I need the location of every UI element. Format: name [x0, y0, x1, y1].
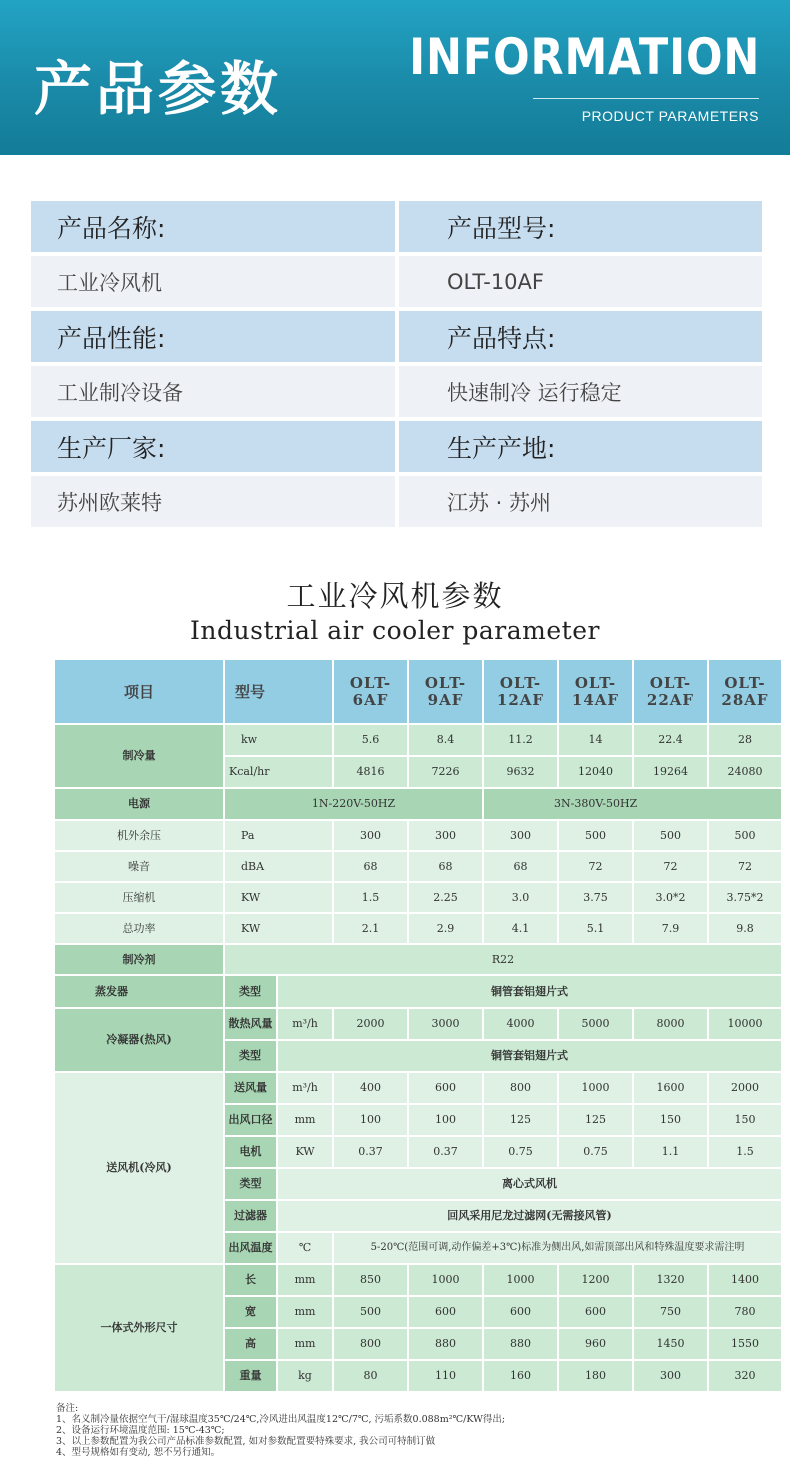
sub-label: 宽	[224, 1296, 277, 1328]
sub-label: 出风口径	[224, 1104, 277, 1136]
value-cell: 8000	[633, 1008, 708, 1040]
row-label-evaporator: 蒸发器	[54, 975, 224, 1008]
table-row	[54, 913, 782, 944]
header-en-title: INFORMATION	[408, 28, 760, 86]
table-row	[54, 944, 782, 975]
value-cell: 68	[483, 851, 558, 882]
info-label-origin: 生产产地:	[399, 421, 762, 472]
value-cell: 1320	[633, 1264, 708, 1296]
row-label-dimensions: 一体式外形尺寸	[54, 1264, 224, 1392]
header-model-6af	[333, 659, 408, 724]
sub-label: 过滤器	[224, 1200, 277, 1232]
sub-label: 电机	[224, 1136, 277, 1168]
value-cell: 19264	[633, 756, 708, 788]
unit-cell: ℃	[277, 1232, 333, 1264]
value-cell: 2.9	[408, 913, 483, 944]
value-cell: 9.8	[708, 913, 782, 944]
row-label-compressor: 压缩机	[54, 882, 224, 913]
unit-cell: mm	[277, 1328, 333, 1360]
value-cell: 2000	[708, 1072, 782, 1104]
value-cell: 500	[333, 1296, 408, 1328]
value-cell: 500	[708, 820, 782, 851]
value-cell: 9632	[483, 756, 558, 788]
unit-cell: Kcal/hr	[224, 756, 333, 788]
value-cell: 8.4	[408, 724, 483, 756]
row-label-power: 电源	[54, 788, 224, 820]
value-cell: 125	[558, 1104, 633, 1136]
value-cell: 0.37	[333, 1136, 408, 1168]
value-cell: 5.6	[333, 724, 408, 756]
value-cell: 24080	[708, 756, 782, 788]
unit-cell: m³/h	[277, 1008, 333, 1040]
value-cell: 5.1	[558, 913, 633, 944]
model-label: OLT- 12AF	[496, 674, 545, 709]
value-cell: R22	[224, 944, 782, 975]
value-cell: 600	[408, 1296, 483, 1328]
value-cell: 4.1	[483, 913, 558, 944]
value-cell: 离心式风机	[277, 1168, 782, 1200]
info-label-name: 产品名称:	[31, 201, 395, 252]
value-cell: 180	[558, 1360, 633, 1392]
value-cell: 3.0*2	[633, 882, 708, 913]
value-cell: 1450	[633, 1328, 708, 1360]
value-cell: 铜管套铝翅片式	[277, 975, 782, 1008]
info-value-name: 工业冷风机	[31, 256, 395, 307]
value-cell: 150	[708, 1104, 782, 1136]
row-label-noise: 噪音	[54, 851, 224, 882]
sub-label: 长	[224, 1264, 277, 1296]
value-cell: 1400	[708, 1264, 782, 1296]
note-line: 1、名义制冷量依据空气干/湿球温度35℃/24℃,冷风进出风温度12℃/7℃, 污垢系数0.088m²℃/KW得出;	[56, 1414, 506, 1425]
note-line: 3、以上参数配置为我公司产品标准参数配置, 如对参数配置要特殊要求, 我公司可特制订做	[56, 1436, 436, 1447]
value-cell: 0.75	[558, 1136, 633, 1168]
value-cell: 22.4	[633, 724, 708, 756]
value-cell: 28	[708, 724, 782, 756]
value-cell: 72	[558, 851, 633, 882]
value-cell: 4000	[483, 1008, 558, 1040]
value-cell: 7226	[408, 756, 483, 788]
value-cell: 2000	[333, 1008, 408, 1040]
unit-cell: mm	[277, 1104, 333, 1136]
value-cell: 72	[708, 851, 782, 882]
value-cell: 3.0	[483, 882, 558, 913]
value-cell: 0.37	[408, 1136, 483, 1168]
value-cell: 600	[483, 1296, 558, 1328]
value-cell: 320	[708, 1360, 782, 1392]
info-value-model: OLT-10AF	[399, 256, 762, 307]
value-cell: 800	[333, 1328, 408, 1360]
value-cell: 300	[483, 820, 558, 851]
unit-cell: kg	[277, 1360, 333, 1392]
value-cell: 4816	[333, 756, 408, 788]
value-cell: 780	[708, 1296, 782, 1328]
value-cell: 回风采用尼龙过滤网(无需接风管)	[277, 1200, 782, 1232]
unit-cell: kw	[224, 724, 333, 756]
unit-cell: mm	[277, 1296, 333, 1328]
value-cell: 5-20℃(范围可调,动作偏差+3℃)标准为侧出风,如需顶部出风和特殊温度要求需注明	[333, 1232, 782, 1264]
value-cell: 150	[633, 1104, 708, 1136]
value-cell: 铜管套铝翅片式	[277, 1040, 782, 1072]
value-cell: 125	[483, 1104, 558, 1136]
unit-cell: mm	[277, 1264, 333, 1296]
row-label-total-power: 总功率	[54, 913, 224, 944]
value-cell: 1600	[633, 1072, 708, 1104]
info-value-features: 快速制冷 运行稳定	[399, 366, 762, 417]
table-row	[54, 1072, 782, 1104]
header-model: 型号	[224, 659, 333, 724]
header-model-12af	[483, 659, 558, 724]
row-label-condenser: 冷凝器(热风)	[54, 1008, 224, 1072]
footnotes	[56, 1403, 756, 1458]
value-cell: 960	[558, 1328, 633, 1360]
table-row	[54, 820, 782, 851]
unit-cell: KW	[224, 913, 333, 944]
note-line: 备注:	[56, 1403, 79, 1414]
value-cell: 1200	[558, 1264, 633, 1296]
info-label-features: 产品特点:	[399, 311, 762, 362]
product-info-grid	[31, 201, 762, 527]
value-cell: 7.9	[633, 913, 708, 944]
row-label-refrigerant: 制冷剂	[54, 944, 224, 975]
value-cell: 72	[633, 851, 708, 882]
value-cell: 880	[408, 1328, 483, 1360]
unit-cell: m³/h	[277, 1072, 333, 1104]
table-row	[54, 724, 782, 756]
value-cell: 11.2	[483, 724, 558, 756]
sub-label: 散热风量	[224, 1008, 277, 1040]
section-title: 工业冷风机参数	[286, 579, 504, 613]
table-row	[54, 1264, 782, 1296]
value-cell: 3.75	[558, 882, 633, 913]
value-cell: 300	[408, 820, 483, 851]
value-cell: 850	[333, 1264, 408, 1296]
sub-label: 类型	[224, 975, 277, 1008]
row-label-pressure: 机外余压	[54, 820, 224, 851]
unit-cell: KW	[277, 1136, 333, 1168]
sub-label: 重量	[224, 1360, 277, 1392]
value-cell: 2.25	[408, 882, 483, 913]
info-label-model: 产品型号:	[399, 201, 762, 252]
value-cell: 1550	[708, 1328, 782, 1360]
value-cell: 400	[333, 1072, 408, 1104]
table-row	[54, 882, 782, 913]
info-label-performance: 产品性能:	[31, 311, 395, 362]
header-model-22af	[633, 659, 708, 724]
row-label-fan: 送风机(冷风)	[54, 1072, 224, 1264]
value-cell: 600	[558, 1296, 633, 1328]
model-label: OLT- 6AF	[349, 674, 392, 709]
value-cell: 100	[333, 1104, 408, 1136]
sub-label: 类型	[224, 1040, 277, 1072]
note-line: 2、设备运行环境温度范围: 15℃-43℃;	[56, 1425, 225, 1436]
header-divider	[533, 98, 759, 99]
table-row	[54, 788, 782, 820]
value-cell: 68	[333, 851, 408, 882]
value-cell: 14	[558, 724, 633, 756]
value-cell: 0.75	[483, 1136, 558, 1168]
sub-label: 类型	[224, 1168, 277, 1200]
unit-cell: Pa	[224, 820, 333, 851]
header-cn-title: 产品参数	[34, 55, 283, 123]
value-cell: 500	[633, 820, 708, 851]
value-cell: 3.75*2	[708, 882, 782, 913]
info-label-manufacturer: 生产厂家:	[31, 421, 395, 472]
value-cell: 750	[633, 1296, 708, 1328]
value-cell: 100	[408, 1104, 483, 1136]
value-cell: 800	[483, 1072, 558, 1104]
header-model-28af	[708, 659, 782, 724]
header-item: 项目	[54, 659, 224, 724]
note-line: 4、型号规格如有变动, 恕不另行通知。	[56, 1447, 221, 1458]
value-cell: 80	[333, 1360, 408, 1392]
table-header-row	[54, 659, 782, 724]
value-cell: 600	[408, 1072, 483, 1104]
value-cell: 1.1	[633, 1136, 708, 1168]
model-label: OLT- 9AF	[424, 674, 467, 709]
unit-cell: KW	[224, 882, 333, 913]
value-cell: 1000	[558, 1072, 633, 1104]
value-cell: 110	[408, 1360, 483, 1392]
section-subtitle: Industrial air cooler parameter	[190, 616, 600, 645]
row-label-cooling: 制冷量	[54, 724, 224, 788]
table-row	[54, 1008, 782, 1040]
value-cell: 300	[333, 820, 408, 851]
table-row	[54, 851, 782, 882]
value-cell: 12040	[558, 756, 633, 788]
value-cell: 300	[633, 1360, 708, 1392]
info-value-origin: 江苏 · 苏州	[399, 476, 762, 527]
value-cell: 1000	[408, 1264, 483, 1296]
value-cell: 880	[483, 1328, 558, 1360]
value-cell: 3N-380V-50HZ	[483, 788, 782, 820]
header-model-14af	[558, 659, 633, 724]
value-cell: 1N-220V-50HZ	[224, 788, 483, 820]
value-cell: 500	[558, 820, 633, 851]
value-cell: 3000	[408, 1008, 483, 1040]
unit-cell: dBA	[224, 851, 333, 882]
value-cell: 160	[483, 1360, 558, 1392]
value-cell: 1000	[483, 1264, 558, 1296]
header-model-9af	[408, 659, 483, 724]
value-cell: 10000	[708, 1008, 782, 1040]
value-cell: 1.5	[708, 1136, 782, 1168]
page-header	[0, 0, 790, 155]
sub-label: 出风温度	[224, 1232, 277, 1264]
model-label: OLT- 28AF	[721, 674, 769, 709]
info-value-performance: 工业制冷设备	[31, 366, 395, 417]
value-cell: 2.1	[333, 913, 408, 944]
sub-label: 送风量	[224, 1072, 277, 1104]
sub-label: 高	[224, 1328, 277, 1360]
info-value-manufacturer: 苏州欧莱特	[31, 476, 395, 527]
parameter-table	[53, 658, 783, 1393]
value-cell: 68	[408, 851, 483, 882]
model-label: OLT- 14AF	[571, 674, 620, 709]
value-cell: 1.5	[333, 882, 408, 913]
model-label: OLT- 22AF	[646, 674, 695, 709]
header-en-subtitle: PRODUCT PARAMETERS	[581, 108, 759, 124]
value-cell: 5000	[558, 1008, 633, 1040]
table-row	[54, 975, 782, 1008]
